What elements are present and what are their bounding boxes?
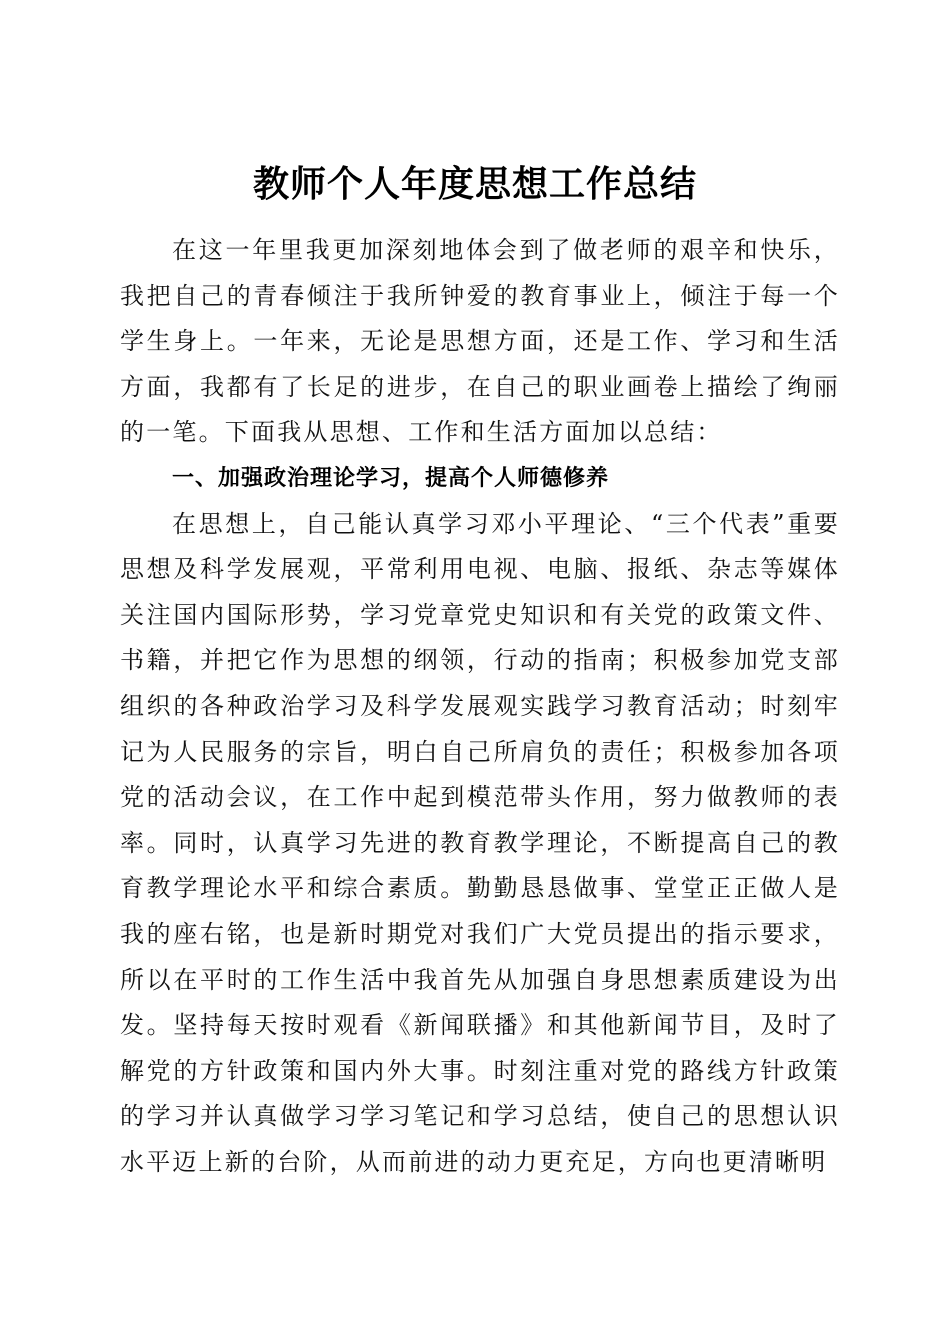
- section-paragraph: 在思想上，自己能认真学习邓小平理论、“三个代表”重要思想及科学发展观，平常利用电视、电脑、报纸、杂志等媒体关注国内国际形势，学习党章党史知识和有关党的政策文件、书籍，并把它作为思想的纲领，行动的指南；积极参加党支部组织的各种政治学习及科学发展观实践学习教育活动；时刻牢记为人民服务的宗旨，明白自己所肩负的责任；积极参加各项党的活动会议，在工作中起到模范带头作用，努力做教师的表率。同时，认真学习先进的教育教学理论，不断提高自己的教育教学理论水平和综合素质。勤勤恳恳做事、堂堂正正做人是我的座右铭，也是新时期党对我们广大党员提出的指示要求，所以在平时的工作生活中我首先从加强自身思想素质建设为出发。坚持每天按时观看《新闻联播》和其他新闻节目，及时了解党的方针政策和国内外大事。时刻注重对党的路线方针政策的学习并认真做学习学习笔记和学习总结，使自己的思想认识水平迈上新的台阶，从而前进的动力更充足，方向也更清晰明: [120, 509, 840, 1176]
- intro-paragraph: 在这一年里我更加深刻地体会到了做老师的艰辛和快乐，我把自己的青春倾注于我所钟爱的教育事业上，倾注于每一个学生身上。一年来，无论是思想方面，还是工作、学习和生活方面，我都有了长足的进步，在自己的职业画卷上描绘了绚丽的一笔。下面我从思想、工作和生活方面加以总结：: [120, 236, 840, 447]
- document-title: 教师个人年度思想工作总结: [252, 163, 697, 206]
- document-body: [120, 228, 840, 1185]
- section-heading: 一、加强政治理论学习，提高个人师德修养: [172, 465, 610, 491]
